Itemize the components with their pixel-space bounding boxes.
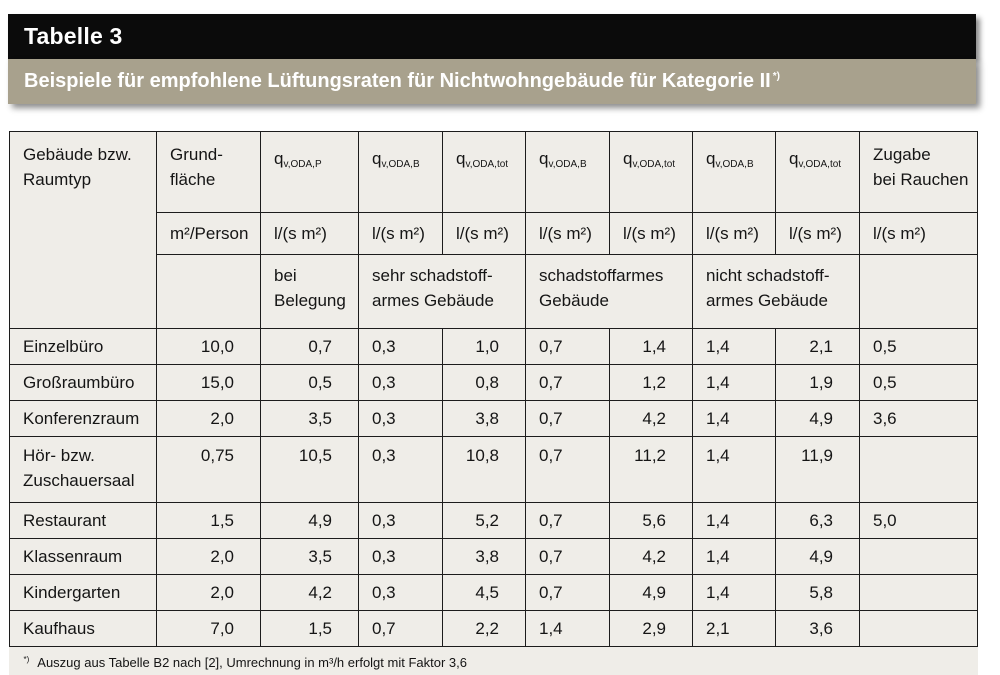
row-value-col-7: 11,9 bbox=[776, 437, 860, 503]
row-value-col-3: 5,2 bbox=[443, 503, 526, 539]
table-row bbox=[10, 503, 978, 539]
row-value-col-6: 1,4 bbox=[693, 401, 776, 437]
row-value-col-5: 4,2 bbox=[610, 401, 693, 437]
unit-smoking: l/(s m²) bbox=[860, 213, 978, 255]
row-value-col-2: 0,3 bbox=[359, 401, 443, 437]
ventilation-rates-table bbox=[9, 131, 978, 675]
row-value-col-1: 3,5 bbox=[261, 401, 359, 437]
row-value-col-6: 1,4 bbox=[693, 365, 776, 401]
row-value-col-3: 3,8 bbox=[443, 401, 526, 437]
unit-col-5: l/(s m²) bbox=[610, 213, 693, 255]
row-building-type: Kaufhaus bbox=[10, 611, 157, 647]
header-smoking: Zugabe bei Rauchen bbox=[860, 132, 978, 213]
row-value-col-1: 4,9 bbox=[261, 503, 359, 539]
table-row bbox=[10, 539, 978, 575]
header-q-col-1: qv,ODA,P bbox=[261, 132, 359, 213]
unit-col-2: l/(s m²) bbox=[359, 213, 443, 255]
table-row bbox=[10, 611, 978, 647]
header-q-col-7: qv,ODA,tot bbox=[776, 132, 860, 213]
row-value-col-5: 5,6 bbox=[610, 503, 693, 539]
row-value-col-1: 0,5 bbox=[261, 365, 359, 401]
table-row bbox=[10, 437, 978, 503]
row-value-col-5: 2,9 bbox=[610, 611, 693, 647]
header-q-col-6: qv,ODA,B bbox=[693, 132, 776, 213]
row-value-col-6: 1,4 bbox=[693, 575, 776, 611]
row-floor-area: 2,0 bbox=[157, 401, 261, 437]
header-building-type: Gebäude bzw. Raumtyp bbox=[10, 132, 157, 329]
row-building-type: Einzelbüro bbox=[10, 329, 157, 365]
footnote-text: Auszug aus Tabelle B2 nach [2], Umrechnung in m³/h erfolgt mit Faktor 3,6 bbox=[37, 655, 467, 670]
row-value-col-4: 0,7 bbox=[526, 503, 610, 539]
row-value-col-1: 3,5 bbox=[261, 539, 359, 575]
row-value-col-1: 4,2 bbox=[261, 575, 359, 611]
unit-col-4: l/(s m²) bbox=[526, 213, 610, 255]
group-occupancy: bei Belegung bbox=[261, 255, 359, 329]
row-floor-area: 7,0 bbox=[157, 611, 261, 647]
row-floor-area: 2,0 bbox=[157, 575, 261, 611]
row-value-col-6: 1,4 bbox=[693, 539, 776, 575]
row-smoking-value: 3,6 bbox=[860, 401, 978, 437]
row-value-col-3: 2,2 bbox=[443, 611, 526, 647]
table-row bbox=[10, 365, 978, 401]
table-row bbox=[10, 401, 978, 437]
row-value-col-2: 0,3 bbox=[359, 575, 443, 611]
row-value-col-7: 2,1 bbox=[776, 329, 860, 365]
header-floor-area: Grund- fläche bbox=[157, 132, 261, 213]
header-q-col-2: qv,ODA,B bbox=[359, 132, 443, 213]
header-q-col-3: qv,ODA,tot bbox=[443, 132, 526, 213]
row-value-col-6: 1,4 bbox=[693, 329, 776, 365]
row-value-col-2: 0,3 bbox=[359, 437, 443, 503]
row-building-type: Restaurant bbox=[10, 503, 157, 539]
row-value-col-3: 10,8 bbox=[443, 437, 526, 503]
row-value-col-6: 1,4 bbox=[693, 437, 776, 503]
unit-col-7: l/(s m²) bbox=[776, 213, 860, 255]
table-subtitle-bar bbox=[8, 59, 976, 104]
row-value-col-2: 0,7 bbox=[359, 611, 443, 647]
row-building-type: Klassenraum bbox=[10, 539, 157, 575]
row-value-col-4: 0,7 bbox=[526, 329, 610, 365]
unit-col-6: l/(s m²) bbox=[693, 213, 776, 255]
group-empty-area bbox=[157, 255, 261, 329]
group-empty-smoking bbox=[860, 255, 978, 329]
row-value-col-4: 0,7 bbox=[526, 401, 610, 437]
group-very-low-emission: sehr schadstoff- armes Gebäude bbox=[359, 255, 526, 329]
unit-col-3: l/(s m²) bbox=[443, 213, 526, 255]
row-floor-area: 10,0 bbox=[157, 329, 261, 365]
row-building-type: Hör- bzw. Zuschauersaal bbox=[10, 437, 157, 503]
row-value-col-3: 4,5 bbox=[443, 575, 526, 611]
unit-floor-area: m²/Person bbox=[157, 213, 261, 255]
table-subtitle: Beispiele für empfohlene Lüftungsraten für Nichtwohngebäude für Kategorie II *) bbox=[24, 70, 780, 93]
row-smoking-value bbox=[860, 437, 978, 503]
header-row-symbols bbox=[10, 132, 978, 213]
row-smoking-value bbox=[860, 611, 978, 647]
row-value-col-5: 1,2 bbox=[610, 365, 693, 401]
row-floor-area: 0,75 bbox=[157, 437, 261, 503]
row-smoking-value bbox=[860, 575, 978, 611]
row-building-type: Konferenzraum bbox=[10, 401, 157, 437]
row-building-type: Großraumbüro bbox=[10, 365, 157, 401]
row-value-col-3: 0,8 bbox=[443, 365, 526, 401]
unit-col-1: l/(s m²) bbox=[261, 213, 359, 255]
row-smoking-value bbox=[860, 539, 978, 575]
row-value-col-5: 11,2 bbox=[610, 437, 693, 503]
group-not-low-emission: nicht schadstoff- armes Gebäude bbox=[693, 255, 860, 329]
row-value-col-4: 0,7 bbox=[526, 575, 610, 611]
row-value-col-7: 1,9 bbox=[776, 365, 860, 401]
row-smoking-value: 5,0 bbox=[860, 503, 978, 539]
group-low-emission: schadstoffarmes Gebäude bbox=[526, 255, 693, 329]
row-smoking-value: 0,5 bbox=[860, 329, 978, 365]
subtitle-footnote-mark: *) bbox=[773, 71, 780, 82]
row-value-col-5: 4,9 bbox=[610, 575, 693, 611]
row-value-col-7: 4,9 bbox=[776, 401, 860, 437]
row-value-col-1: 0,7 bbox=[261, 329, 359, 365]
table-title-bar bbox=[8, 14, 976, 59]
row-value-col-3: 3,8 bbox=[443, 539, 526, 575]
row-value-col-7: 6,3 bbox=[776, 503, 860, 539]
row-value-col-2: 0,3 bbox=[359, 365, 443, 401]
footnote-mark: *) bbox=[24, 655, 30, 664]
row-value-col-7: 4,9 bbox=[776, 539, 860, 575]
row-value-col-7: 3,6 bbox=[776, 611, 860, 647]
row-value-col-6: 2,1 bbox=[693, 611, 776, 647]
row-value-col-5: 4,2 bbox=[610, 539, 693, 575]
row-value-col-4: 0,7 bbox=[526, 365, 610, 401]
table-title: Tabelle 3 bbox=[24, 23, 123, 50]
row-value-col-1: 1,5 bbox=[261, 611, 359, 647]
row-value-col-4: 0,7 bbox=[526, 539, 610, 575]
row-value-col-2: 0,3 bbox=[359, 503, 443, 539]
header-q-col-4: qv,ODA,B bbox=[526, 132, 610, 213]
row-value-col-2: 0,3 bbox=[359, 329, 443, 365]
row-building-type: Kindergarten bbox=[10, 575, 157, 611]
row-value-col-4: 1,4 bbox=[526, 611, 610, 647]
row-value-col-7: 5,8 bbox=[776, 575, 860, 611]
row-floor-area: 2,0 bbox=[157, 539, 261, 575]
row-value-col-1: 10,5 bbox=[261, 437, 359, 503]
row-value-col-3: 1,0 bbox=[443, 329, 526, 365]
table-row bbox=[10, 575, 978, 611]
row-value-col-4: 0,7 bbox=[526, 437, 610, 503]
row-floor-area: 1,5 bbox=[157, 503, 261, 539]
row-value-col-2: 0,3 bbox=[359, 539, 443, 575]
header-q-col-5: qv,ODA,tot bbox=[610, 132, 693, 213]
row-value-col-6: 1,4 bbox=[693, 503, 776, 539]
table-row bbox=[10, 329, 978, 365]
row-value-col-5: 1,4 bbox=[610, 329, 693, 365]
row-floor-area: 15,0 bbox=[157, 365, 261, 401]
row-smoking-value: 0,5 bbox=[860, 365, 978, 401]
